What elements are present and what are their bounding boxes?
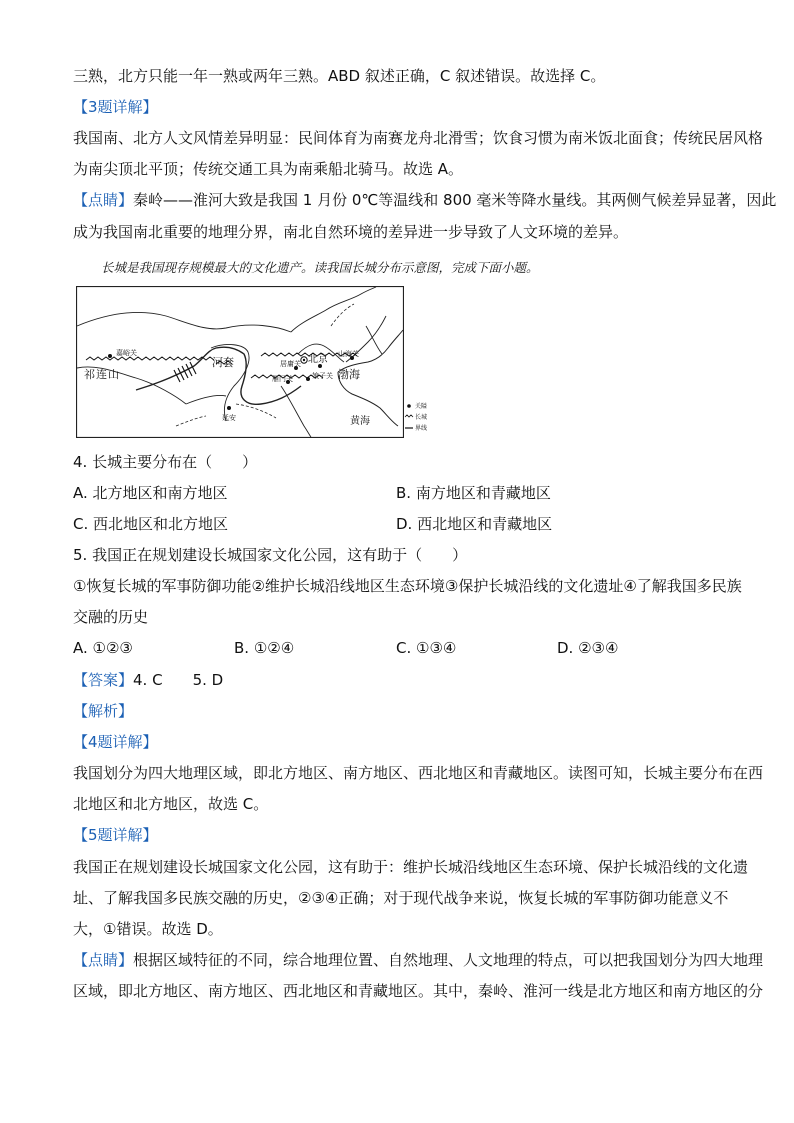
section-header-q5: 【5题详解】 <box>73 826 158 844</box>
legend-pass-symbol <box>407 404 411 408</box>
paragraph-line: 成为我国南北重要的地理分界，南北自然环境的差异进一步导致了人文环境的差异。 <box>73 223 629 241</box>
map-label-shanhaiguan: 山海关 <box>338 350 359 358</box>
question-4-option-d[interactable]: D. 西北地区和青藏地区 <box>396 515 553 533</box>
map-label-bohai: 渤海 <box>338 368 360 381</box>
answer-label: 【答案】 <box>73 671 134 689</box>
answer-line <box>73 670 223 690</box>
map-label-yanan: 延安 <box>222 414 236 422</box>
question-5-statements-cont: 交融的历史 <box>73 608 149 626</box>
map-label-yellow-sea: 黄海 <box>350 416 370 427</box>
tip-label: 【点睛】 <box>73 191 134 209</box>
question-5-option-a[interactable]: A. ①②③ <box>73 639 133 657</box>
paragraph-line: 我国南、北方人文风情差异明显：民间体育为南赛龙舟北滑雪；饮食习惯为南米饭北面食；传统民居风格 <box>73 129 764 147</box>
legend-pass-label: 关隘 <box>415 403 428 410</box>
paragraph-line: 三熟，北方只能一年一熟或两年三熟。ABD 叙述正确，C 叙述错误。故选择 C。 <box>73 67 606 85</box>
question-5-option-c[interactable]: C. ①③④ <box>396 639 457 657</box>
paragraph-line: 址、了解我国多民族交融的历史，②③④正确；对于现代战争来说，恢复长城的军事防御功能意义不 <box>73 889 729 907</box>
map-label-yanmenguan: 雁门关 <box>272 375 293 383</box>
paragraph-line: 区域，即北方地区、南方地区、西北地区和青藏地区。其中，秦岭、淮河一线是北方地区和南方地区的分 <box>73 982 764 1000</box>
question-5-option-d[interactable]: D. ②③④ <box>557 639 619 657</box>
legend-wall-label: 长城 <box>415 414 428 421</box>
figure-caption: 长城是我国现存规模最大的文化遗产。读我国长城分布示意图，完成下面小题。 <box>101 260 539 275</box>
question-5-option-b[interactable]: B. ①②④ <box>234 639 295 657</box>
map-label-beijing: 北京 <box>308 354 328 365</box>
map-label-niangziguan: 娘子关 <box>312 372 333 380</box>
paragraph-line: 大，①错误。故选 D。 <box>73 920 223 938</box>
paragraph-line: 为南尖顶北平顶；传统交通工具为南乘船北骑马。故选 A。 <box>73 160 464 178</box>
section-header-q3: 【3题详解】 <box>73 98 158 116</box>
paragraph-line: 我国正在规划建设长城国家文化公园，这有助于：维护长城沿线地区生态环境、保护长城沿线的文化遗 <box>73 858 749 876</box>
legend-boundary-label: 界线 <box>415 425 428 432</box>
paragraph-line: 我国划分为四大地理区域，即北方地区、南方地区、西北地区和青藏地区。读图可知，长城主要分布在西 <box>73 764 764 782</box>
map-label-hetao: 河套 <box>212 356 234 369</box>
map-label-qilian: 祁连山 <box>84 368 120 381</box>
paragraph-line: 北地区和北方地区，故选 C。 <box>73 795 269 813</box>
question-5-statements: ①恢复长城的军事防御功能②维护长城沿线地区生态环境③保护长城沿线的文化遗址④了解我国多民族 <box>73 577 742 595</box>
tip-label: 【点睛】 <box>73 951 134 969</box>
map-legend-box <box>404 400 444 436</box>
question-5-stem: 5. 我国正在规划建设长城国家文化公园，这有助于（ ） <box>73 546 468 564</box>
question-4-option-b[interactable]: B. 南方地区和青藏地区 <box>396 484 551 502</box>
tip-paragraph <box>73 950 763 970</box>
section-header-q4: 【4题详解】 <box>73 733 158 751</box>
map-label-jiayuguan: 嘉峪关 <box>116 349 137 357</box>
tip-paragraph <box>73 190 776 210</box>
analysis-label: 【解析】 <box>73 702 134 720</box>
question-4-stem: 4. 长城主要分布在（ ） <box>73 453 258 471</box>
map-label-juyongguan: 居庸关 <box>280 360 301 368</box>
answer-text: 4. C 5. D <box>133 671 224 689</box>
legend-wall-symbol <box>405 415 413 417</box>
tip-text: 秦岭——淮河大致是我国 1 月份 0℃等温线和 800 毫米等降水量线。其两侧气候差异显著，因此 <box>133 191 777 209</box>
great-wall-map <box>76 286 404 438</box>
question-4-option-a[interactable]: A. 北方地区和南方地区 <box>73 484 228 502</box>
map-frame <box>77 287 404 438</box>
question-4-option-c[interactable]: C. 西北地区和北方地区 <box>73 515 229 533</box>
tip-text: 根据区域特征的不同，综合地理位置、自然地理、人文地理的特点，可以把我国划分为四大地理 <box>133 951 764 969</box>
